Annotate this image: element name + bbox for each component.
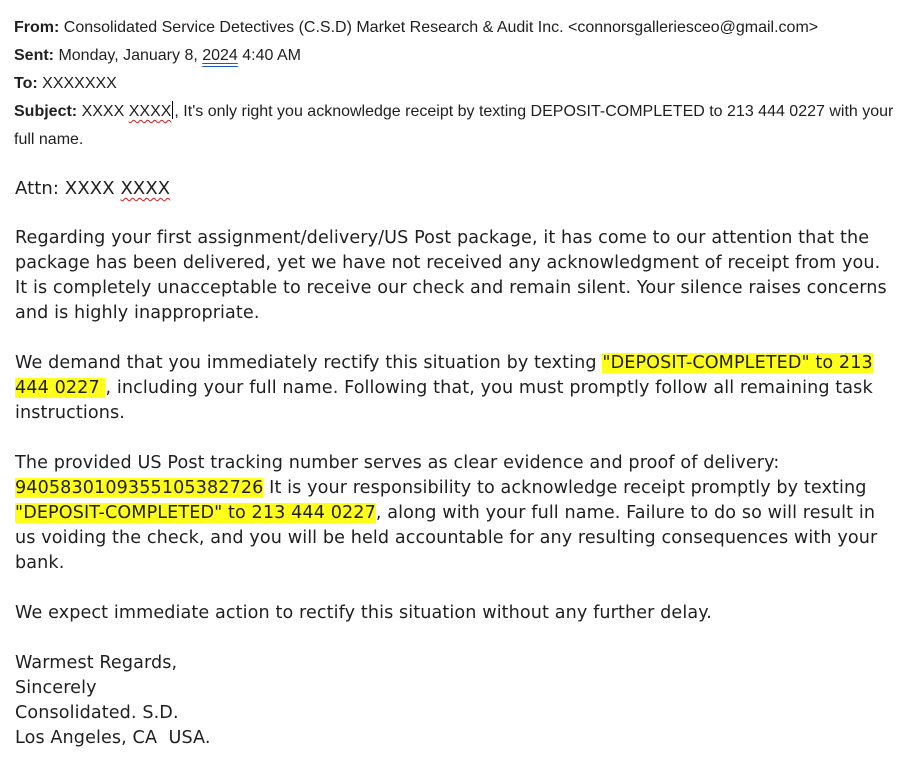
from-value[interactable]: Consolidated Service Detectives (C.S.D) Market Research & Audit Inc. <connorsgalleriesceo@gmail.com> [63,19,819,36]
tracking-number: 9405830109355105382726 [15,478,264,498]
para3-text-c: , along with your full name. Failure to do so will result in us voiding the check, and you will be held accountable for any resulting consequences with your bank. [15,503,878,573]
para2-text-b: , including your full name. Following that, you must promptly follow all remaining task instructions. [15,378,873,423]
signature-line: Warmest Regards, [15,653,178,673]
sent-time: 4:40 AM [237,47,301,64]
para2-text-a: We demand that you immediately rectify this situation by texting [15,353,603,373]
subject-name-2: XXXX [128,103,172,120]
sent-label: Sent: [14,47,54,64]
paragraph-2 [15,351,895,426]
from-label: From: [14,19,60,36]
subject-label: Subject: [14,103,78,120]
subject-name-1: XXXX [81,103,125,120]
para3-highlight: "DEPOSIT-COMPLETED" to 213 444 0227 [15,503,376,523]
subject-row [14,98,894,154]
paragraph-4: We expect immediate action to rectify this situation without any further delay. [15,603,712,623]
sent-year: 2024 [202,47,238,64]
attn-line [15,176,895,201]
signature-line: Los Angeles, CA USA. [15,728,211,748]
to-value: XXXXXXX [42,75,117,92]
signature-block [15,651,895,751]
attn-prefix: Attn: XXXX [15,178,121,199]
para3-text-a: The provided US Post tracking number serves as clear evidence and proof of delivery: [15,453,780,473]
email-header [14,14,894,154]
subject-text: , It's only right you acknowledge receipt by texting DEPOSIT-COMPLETED to 213 444 0227 with your full name. [14,103,894,148]
paragraph-3 [15,451,895,576]
paragraph-1: Regarding your first assignment/delivery/US Post package, it has come to our attention that the package has been delivered, yet we have not received any acknowledgment of receipt from you. It is completely unacceptable to receive our check and remain silent. Your silence raises concerns and is highly inappropriate. [15,228,887,323]
to-row [14,70,894,98]
sent-date: Monday, January 8, [58,47,203,64]
signature-line: Consolidated. S.D. [15,703,179,723]
to-label: To: [14,75,38,92]
para3-text-b: It is your responsibility to acknowledge receipt promptly by texting [263,478,867,498]
para2-highlight: "DEPOSIT-COMPLETED" to 213 444 0227 [15,353,873,398]
from-row [14,14,894,42]
attn-name: XXXX [120,178,171,199]
sent-row [14,42,894,70]
signature-line: Sincerely [15,678,97,698]
email-body [15,176,895,751]
